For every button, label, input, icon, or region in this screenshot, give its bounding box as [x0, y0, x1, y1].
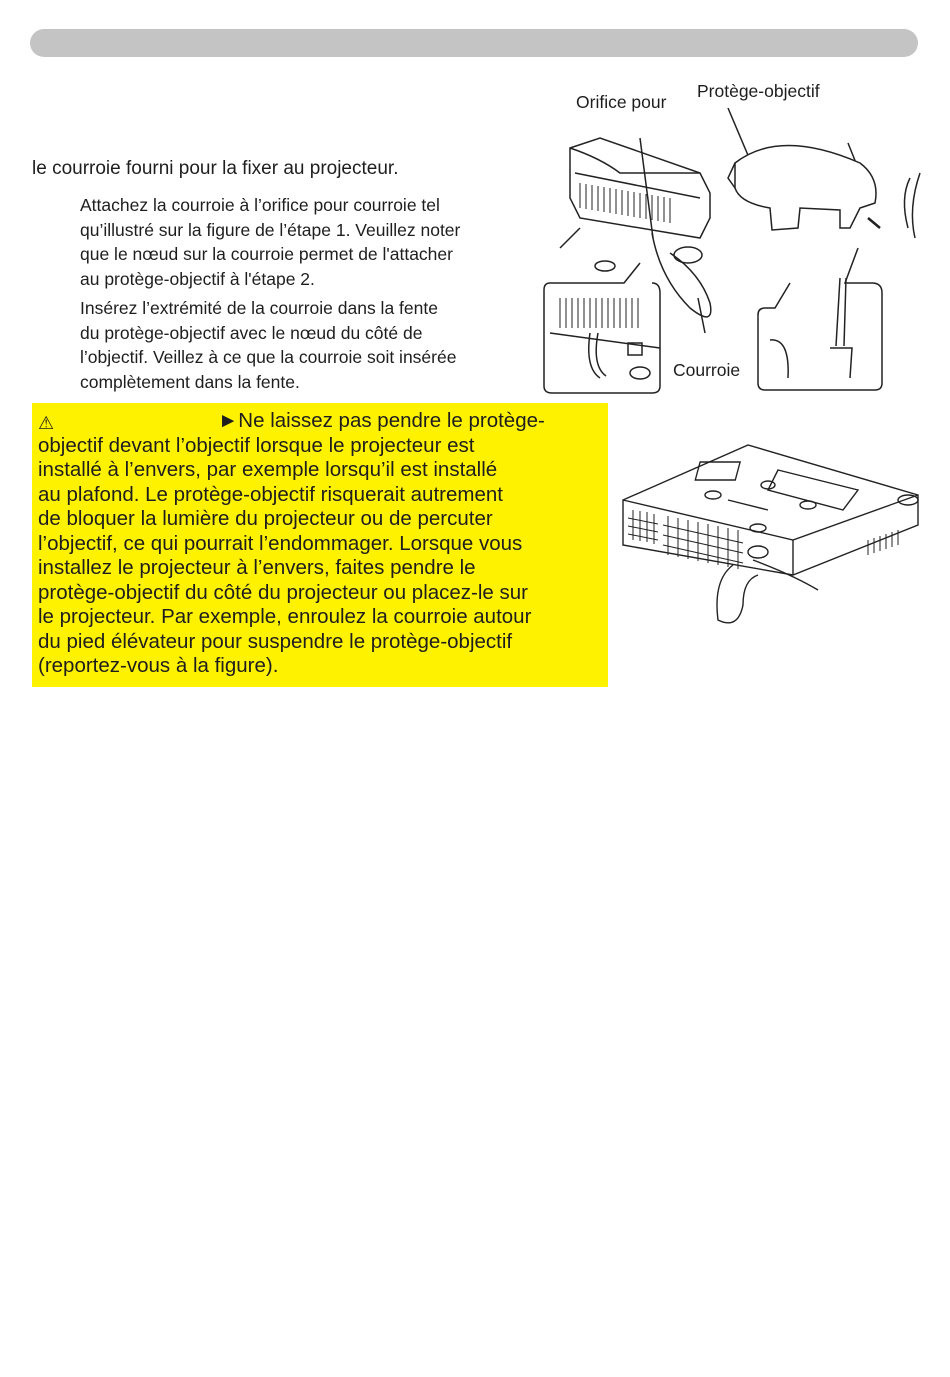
warning-line: le projecteur. Par exemple, enroulez la courroie autour	[38, 605, 532, 628]
label-protege-objectif: Protège-objectif	[697, 81, 820, 101]
step-2-line: du protège-objectif avec le nœud du côté de	[80, 322, 423, 343]
intro-text: le courroie fourni pour la fixer au projecteur.	[32, 158, 399, 179]
warning-box	[32, 403, 608, 687]
projector-illustration	[618, 440, 938, 630]
warning-line: l’objectif, ce qui pourrait l’endommager. Lorsque vous	[38, 531, 523, 555]
warning-line: objectif devant l’objectif lorsque le projecteur est	[38, 433, 475, 457]
label-courroie: Courroie	[673, 360, 741, 380]
warning-line: installez le projecteur à l’envers, faites pendre le	[38, 556, 476, 579]
step-1-line: au protège-objectif à l'étape 2.	[80, 268, 315, 289]
warning-icon: ⚠	[38, 413, 55, 433]
warning-line: de bloquer la lumière du projecteur ou de percuter	[38, 507, 493, 530]
warning-line: installé à l’envers, par exemple lorsqu’il est installé	[38, 458, 498, 481]
header-bar	[30, 29, 918, 57]
warning-line: du pied élévateur pour suspendre le protège-objectif	[38, 629, 513, 653]
step-2-line: complètement dans la fente.	[80, 371, 300, 392]
step-1-line: que le nœud sur la courroie permet de l'attacher	[80, 244, 453, 264]
lens-cap-diagram	[540, 78, 940, 398]
warning-first-line	[38, 409, 608, 434]
warning-line: au plafond. Le protège-objectif risquerait autrement	[38, 482, 503, 506]
warning-line: (reportez-vous à la figure).	[38, 654, 279, 677]
lens-cap-illustration	[540, 78, 940, 398]
step-1-line: qu’illustré sur la figure de l’étape 1. Veuillez noter	[80, 219, 461, 240]
step-1-text	[80, 193, 460, 291]
step-2-text	[80, 296, 456, 394]
warning-line: protège-objectif du côté du projecteur ou placez-le sur	[38, 580, 529, 604]
projector-drawing	[618, 440, 938, 630]
step-2-line: l’objectif. Veillez à ce que la courroie soit insérée	[80, 347, 457, 367]
step-2-line: Insérez l’extrémité de la courroie dans la fente	[80, 298, 438, 318]
warning-first-text: ►Ne laissez pas pendre le protège-	[218, 409, 545, 432]
step-1-line: Attachez la courroie à l’orifice pour courroie tel	[80, 195, 440, 215]
label-orifice: Orifice pour	[576, 92, 667, 112]
